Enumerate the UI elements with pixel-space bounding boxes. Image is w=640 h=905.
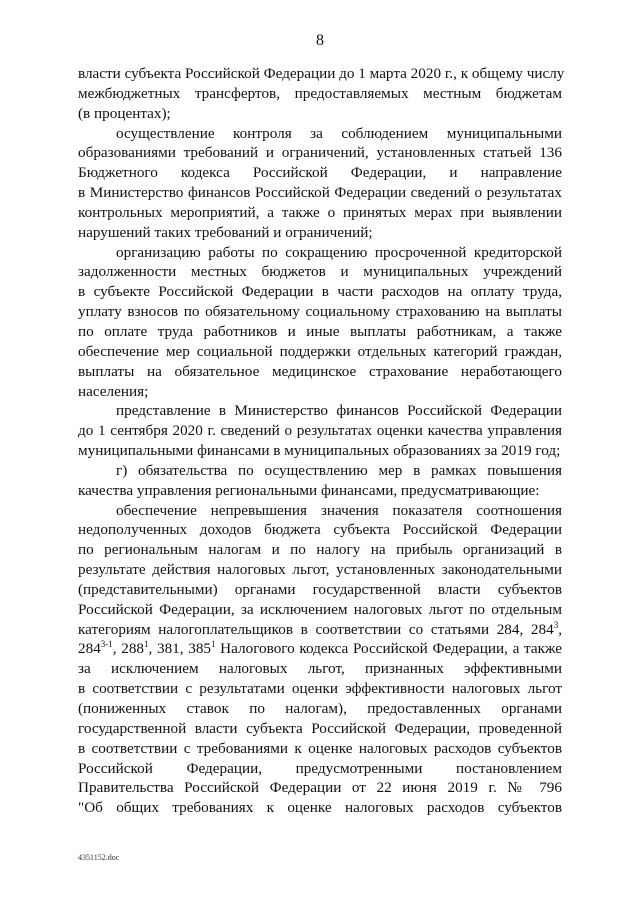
document-body [78, 64, 565, 818]
text-line: (пониженных ставок по налогам), предоставленных органами [78, 700, 562, 717]
line-text: Налогового кодекса Российской Федерации, а также [215, 640, 563, 658]
line-text: категориям налогоплательщиков в соответствии со статьями 284, 284 [78, 620, 554, 638]
text-line: "Об общих требованиях к оценке налоговых расходов субъектов [78, 799, 562, 817]
text-line: категориям налогоплательщиков в соответствии со статьями 284, $284^3$, [78, 619, 562, 638]
superscript: 1 [211, 639, 216, 650]
text-line: по региональным налогам и по налогу на прибыль организаций в [78, 541, 562, 559]
line-text: , 288 [112, 640, 145, 658]
superscript: 1 [144, 639, 149, 650]
line-text: , 381, 385 [148, 640, 212, 658]
text-line: недополученных доходов бюджета субъекта Российской Федерации [78, 521, 562, 539]
text-line: обеспечение непревышения значения показателя соотношения [116, 501, 562, 519]
text-line: межбюджетных трансфертов, предоставляемых местным бюджетам [78, 84, 562, 102]
text-line: осуществление контроля за соблюдением муниципальными [116, 124, 562, 142]
text-line: до 1 сентября 2020 г. сведений о результатах оценки качества управления [78, 422, 562, 440]
text-line: результате действия налоговых льгот, установленных законодательными [78, 561, 562, 579]
page-number: 8 [316, 32, 324, 49]
text-line: по оплате труда работников и иные выплаты работникам, а также [78, 322, 562, 340]
text-line: государственной власти субъекта Российской Федерации, проведенной [78, 719, 562, 737]
text-line: муниципальными финансами в муниципальных образованиях за 2019 год; [78, 442, 561, 460]
superscript: 3-1 [100, 639, 113, 650]
text-line: (представительными) органами государственной власти субъектов [78, 580, 562, 598]
text-line: обеспечение мер социальной поддержки отдельных категорий граждан, [78, 342, 562, 360]
text-line: контрольных мероприятий, а также о принятых мерах при выявлении [78, 203, 562, 221]
text-line: уплату взносов по обязательному социальному страхованию на выплаты [78, 303, 562, 321]
text-line: представление в Министерство финансов Российской Федерации [116, 402, 562, 420]
text-line: Российской Федерации, за исключением налоговых льгот по отдельным [78, 600, 562, 618]
text-line: Бюджетного кодекса Российской Федерации, и направление [78, 164, 562, 182]
text-line: качества управления региональными финансами, предусматривающие: [78, 481, 540, 499]
text-line: населения; [78, 382, 149, 400]
text-line: нарушений таких требований и ограничений; [78, 223, 373, 241]
text-line: за исключением налоговых льгот, признанных эффективными [78, 660, 562, 678]
superscript: 3 [553, 619, 559, 630]
text-line: выплаты на обязательное медицинское страхование неработающего [78, 362, 562, 380]
text-line: власти субъекта Российской Федерации до 1 марта 2020 г., к общему числу [78, 65, 565, 82]
text-line: в Министерство финансов Российской Федерации сведений о результатах [78, 184, 562, 202]
line-text: 284 [78, 640, 101, 658]
text-line: в соответствии с результатами оценки эффективности налоговых льгот [78, 680, 562, 698]
text-line: в субъекте Российской Федерации в части расходов на оплату труда, [78, 283, 562, 301]
text-line: задолженности местных бюджетов и муниципальных учреждений [78, 263, 562, 281]
text-line: Российской Федерации, предусмотренными постановлением [78, 759, 562, 777]
text-line: в соответствии с требованиями к оценке налоговых расходов субъектов [78, 739, 562, 757]
footer-doc-code: 4351152.doc [78, 853, 120, 862]
text-line: (в процентах); [78, 104, 171, 122]
text-line: Правительства Российской Федерации от 22 июня 2019 г. № 796 [78, 779, 562, 797]
text-line: г) обязательства по осуществлению мер в рамках повышения [116, 461, 562, 479]
text-line: образованиями требований и ограничений, установленных статьей 136 [78, 144, 562, 162]
text-line [78, 639, 562, 659]
text-line: организацию работы по сокращению просроченной кредиторской [116, 243, 562, 261]
